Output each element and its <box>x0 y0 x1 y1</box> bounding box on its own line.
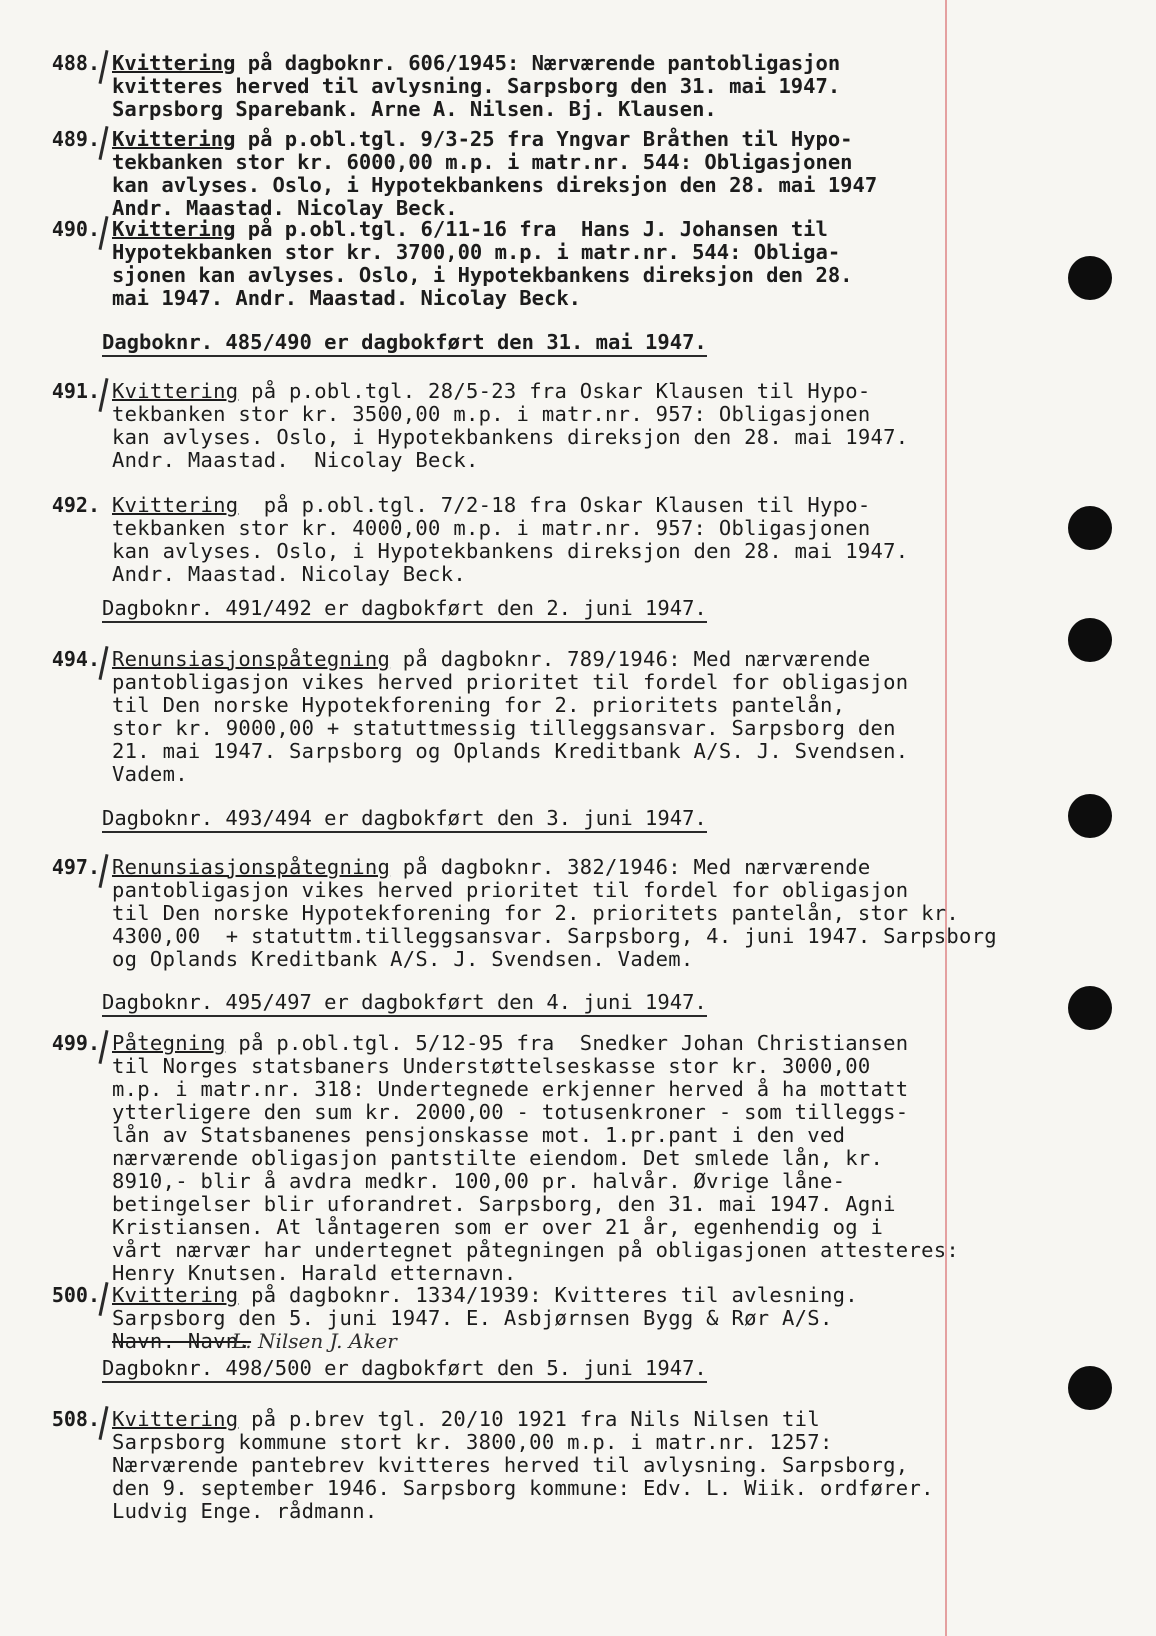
entry-line: stor kr. 9000,00 + statuttmessig tilleggsansvar. Sarpsborg den <box>112 716 896 740</box>
struck-text: Navn. Navn. <box>112 1329 252 1353</box>
entry-title: Renunsiasjonspåtegning <box>112 647 391 671</box>
entry-line: Sarpsborg kommune stort kr. 3800,00 m.p. i matr.nr. 1257: <box>112 1430 833 1454</box>
entry-line: Kristiansen. At låntageren som er over 21 år, egenhendig og i <box>112 1215 884 1239</box>
entry-line: til Den norske Hypotekforening for 2. prioritets pantelån, stor kr. <box>112 901 960 925</box>
punch-hole <box>1068 256 1112 300</box>
entry-line: på dagboknr. 789/1946: Med nærværende <box>390 647 871 671</box>
entry-line: 21. mai 1947. Sarpsborg og Oplands Kreditbank A/S. J. Svendsen. <box>112 739 909 763</box>
entry-line: 4300,00 + statuttm.tilleggsansvar. Sarpsborg, 4. juni 1947. Sarpsborg <box>112 924 997 948</box>
entry-text <box>112 1408 934 1523</box>
entry-line: kvitteres herved til avlysning. Sarpsborg den 31. mai 1947. <box>112 74 841 98</box>
entry-line: på dagboknr. 382/1946: Med nærværende <box>390 855 871 879</box>
entry-title: Kvittering <box>112 127 236 151</box>
entry-line: den 9. september 1946. Sarpsborg kommune: Edv. L. Wiik. ordfører. <box>112 1476 934 1500</box>
entry-number: 508. <box>51 1407 100 1431</box>
entry-line: Sarpsborg den 5. juni 1947. E. Asbjørnsen Bygg & Rør A/S. <box>112 1306 833 1330</box>
entry-line: Hypotekbanken stor kr. 3700,00 m.p. i matr.nr. 544: Obliga- <box>112 240 841 264</box>
margin-rule <box>945 0 947 1636</box>
dagbok-summary: Dagboknr. 498/500 er dagbokført den 5. juni 1947. <box>102 1356 707 1383</box>
entry-number: 500. <box>51 1283 100 1307</box>
entry-text <box>112 1284 858 1353</box>
punch-hole <box>1068 506 1112 550</box>
entry-line: på p.obl.tgl. 9/3-25 fra Yngvar Bråthen til Hypo- <box>235 127 853 151</box>
entry-line: Henry Knutsen. Harald etternavn. <box>112 1261 517 1285</box>
entry-number: 489. <box>51 127 100 151</box>
entry-text <box>112 1032 959 1285</box>
entry-line: tekbanken stor kr. 6000,00 m.p. i matr.nr. 544: Obligasjonen <box>112 150 853 174</box>
entry-line: på dagboknr. 1334/1939: Kvitteres til avlesning. <box>238 1283 858 1307</box>
entry-line: til Norges statsbaners Understøttelseskasse stor kr. 3000,00 <box>112 1054 871 1078</box>
entry-line: på p.obl.tgl. 7/2-18 fra Oskar Klausen til Hypo- <box>238 493 871 517</box>
entry-line: 8910,- blir å avdra medkr. 100,00 pr. halvår. Øvrige låne- <box>112 1169 846 1193</box>
entry-title: Påtegning <box>112 1031 226 1055</box>
entry-line: kan avlyses. Oslo, i Hypotekbankens direksjon den 28. mai 1947 <box>112 173 878 197</box>
entry-line: på p.brev tgl. 20/10 1921 fra Nils Nilsen til <box>238 1407 820 1431</box>
entry-number: 490. <box>51 217 100 241</box>
entry-line: på p.obl.tgl. 5/12-95 fra Snedker Johan Christiansen <box>225 1031 909 1055</box>
entry-line: betingelser blir uforandret. Sarpsborg, den 31. mai 1947. Agni <box>112 1192 896 1216</box>
entry-title: Kvittering <box>112 1283 239 1307</box>
punch-hole <box>1068 986 1112 1030</box>
entry-text <box>112 128 877 220</box>
entry-line: mai 1947. Andr. Maastad. Nicolay Beck. <box>112 286 581 310</box>
entry-number: 497. <box>51 855 100 879</box>
entry-line: sjonen kan avlyses. Oslo, i Hypotekbankens direksjon den 28. <box>112 263 853 287</box>
entry-line: pantobligasjon vikes herved prioritet til fordel for obligasjon <box>112 670 909 694</box>
dagbok-summary: Dagboknr. 485/490 er dagbokført den 31. mai 1947. <box>102 330 707 357</box>
dagbok-summary: Dagboknr. 495/497 er dagbokført den 4. juni 1947. <box>102 990 707 1017</box>
entry-line: Andr. Maastad. Nicolay Beck. <box>112 448 479 472</box>
handwritten-signature: L. Nilsen J. Aker <box>232 1329 397 1353</box>
entry-line: kan avlyses. Oslo, i Hypotekbankens direksjon den 28. mai 1947. <box>112 425 909 449</box>
entry-line: lån av Statsbanenes pensjonskasse mot. 1.pr.pant i den ved <box>112 1123 846 1147</box>
entry-number: 488. <box>51 51 100 75</box>
entry-line: tekbanken stor kr. 3500,00 m.p. i matr.nr. 957: Obligasjonen <box>112 402 871 426</box>
dagbok-summary: Dagboknr. 493/494 er dagbokført den 3. juni 1947. <box>102 806 707 833</box>
entry-number: 494. <box>51 647 100 671</box>
entry-line: vårt nærvær har undertegnet påtegningen på obligasjonen attesteres: <box>112 1238 960 1262</box>
entry-title: Kvittering <box>112 493 239 517</box>
entry-text <box>112 218 853 310</box>
entry-title: Renunsiasjonspåtegning <box>112 855 391 879</box>
entry-line: pantobligasjon vikes herved prioritet til fordel for obligasjon <box>112 878 909 902</box>
entry-text <box>112 380 908 472</box>
entry-number: 491. <box>51 379 100 403</box>
entry-line: Andr. Maastad. Nicolay Beck. <box>112 196 458 220</box>
punch-hole <box>1068 1366 1112 1410</box>
entry-text <box>112 648 908 786</box>
entry-line: ytterligere den sum kr. 2000,00 - totusenkroner - som tilleggs- <box>112 1100 909 1124</box>
entry-line: og Oplands Kreditbank A/S. J. Svendsen. Vadem. <box>112 947 694 971</box>
entry-title: Kvittering <box>112 1407 239 1431</box>
entry-line: Andr. Maastad. Nicolay Beck. <box>112 562 466 586</box>
entry-line: tekbanken stor kr. 4000,00 m.p. i matr.nr. 957: Obligasjonen <box>112 516 871 540</box>
entry-line: på dagboknr. 606/1945: Nærværende pantobligasjon <box>235 51 841 75</box>
punch-hole <box>1068 794 1112 838</box>
entry-title: Kvittering <box>112 51 236 75</box>
entry-line: Nærværende pantebrev kvitteres herved til avlysning. Sarpsborg, <box>112 1453 909 1477</box>
entry-number: 492. <box>51 493 100 517</box>
entry-text <box>112 52 840 121</box>
punch-hole <box>1068 618 1112 662</box>
entry-line: kan avlyses. Oslo, i Hypotekbankens direksjon den 28. mai 1947. <box>112 539 909 563</box>
entry-number: 499. <box>51 1031 100 1055</box>
entry-line: på p.obl.tgl. 6/11-16 fra Hans J. Johansen til <box>235 217 828 241</box>
dagbok-summary: Dagboknr. 491/492 er dagbokført den 2. juni 1947. <box>102 596 707 623</box>
entry-line: m.p. i matr.nr. 318: Undertegnede erkjenner herved å ha mottatt <box>112 1077 909 1101</box>
entry-line: til Den norske Hypotekforening for 2. prioritets pantelån, <box>112 693 846 717</box>
entry-line: nærværende obligasjon pantstilte eiendom. Det smlede lån, kr. <box>112 1146 884 1170</box>
entry-line: på p.obl.tgl. 28/5-23 fra Oskar Klausen til Hypo- <box>238 379 871 403</box>
entry-text <box>112 494 908 586</box>
entry-line: Ludvig Enge. rådmann. <box>112 1499 378 1523</box>
entry-line: Vadem. <box>112 762 188 786</box>
entry-title: Kvittering <box>112 217 236 241</box>
entry-line: Sarpsborg Sparebank. Arne A. Nilsen. Bj. Klausen. <box>112 97 717 121</box>
entry-title: Kvittering <box>112 379 239 403</box>
entry-text <box>112 856 997 971</box>
